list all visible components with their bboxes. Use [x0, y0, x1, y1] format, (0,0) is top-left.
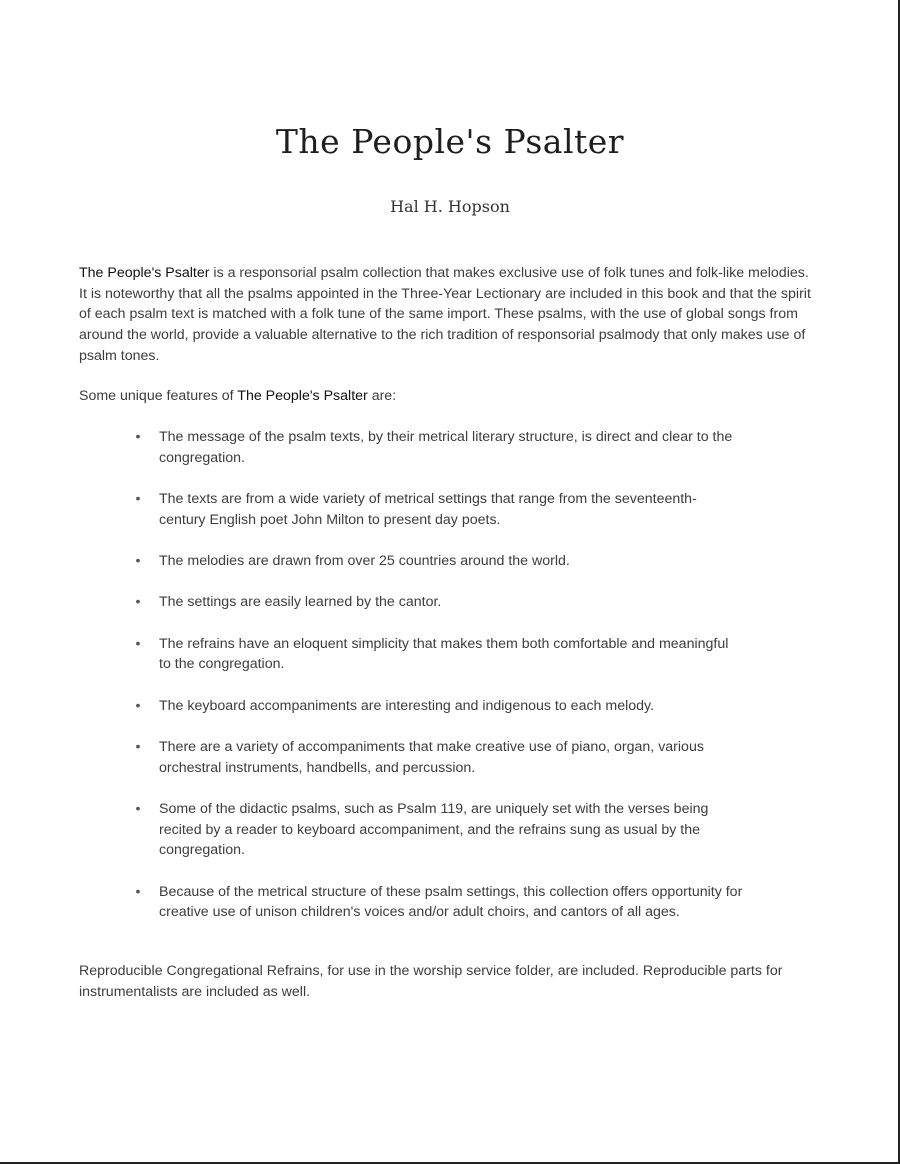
- list-item: [133, 592, 743, 613]
- closing-paragraph: Reproducible Congregational Refrains, for use in the worship service folder, are included. Reproducible parts for instrumentalists are included as well.: [79, 963, 783, 1000]
- list-item: [133, 489, 743, 530]
- list-item: [133, 799, 743, 861]
- list-item: [133, 882, 743, 923]
- feature-text: The message of the psalm texts, by their metrical literary structure, is direct and clear to the congregation.: [159, 429, 733, 466]
- bullet-icon: •: [135, 553, 141, 569]
- author-name: Hal H. Hopson: [390, 197, 510, 216]
- feature-text: Because of the metrical structure of these psalm settings, this collection offers opportunity for creative use of unison children's voices and/or adult choirs, and cantors of all ages.: [159, 883, 743, 921]
- bullet-icon: •: [135, 429, 141, 445]
- features-lead-book-name: The People's Psalter: [237, 388, 368, 404]
- bullet-icon: •: [135, 738, 141, 755]
- feature-text: The melodies are drawn from over 25 countries around the world.: [159, 553, 570, 569]
- feature-text: Some of the didactic psalms, such as Psalm 119, are uniquely set with the verses being recited by a reader to keyboard accompaniment, and the refrains sung as usual by the congregation.: [159, 800, 709, 859]
- bullet-icon: •: [135, 883, 141, 900]
- feature-text: The settings are easily learned by the cantor.: [159, 594, 442, 611]
- feature-text: The texts are from a wide variety of metrical settings that range from the seventeenth-century English poet John Milton to present day poets.: [159, 491, 697, 528]
- feature-text: The refrains have an eloquent simplicity that makes them both comfortable and meaningful to the congregation.: [159, 635, 729, 673]
- features-list: [133, 427, 743, 944]
- features-lead-before: Some unique features of: [79, 388, 238, 404]
- bullet-icon: •: [135, 491, 141, 507]
- intro-book-name: The People's Psalter: [79, 265, 210, 281]
- intro-text: is a responsorial psalm collection that makes exclusive use of folk tunes and folk-like melodies. It is noteworthy that all the psalms appointed in the Three-Year Lectionary are included in this book and that the spirit of each psalm text is matched with a folk tune of the same import. These psalms, with the use of global songs from around the world, provide a valuable alternative to the rich tradition of responsorial psalmody that only makes use of psalm tones.: [79, 265, 811, 364]
- feature-text: The keyboard accompaniments are interesting and indigenous to each melody.: [159, 697, 655, 714]
- list-item: [133, 634, 743, 675]
- intro-paragraph: [79, 263, 819, 367]
- bullet-icon: •: [135, 635, 141, 652]
- list-item: [133, 696, 743, 717]
- list-item: [133, 551, 743, 572]
- features-lead-after: are:: [367, 388, 397, 404]
- features-lead-paragraph: [79, 386, 819, 407]
- bullet-icon: •: [135, 594, 141, 611]
- list-item: [133, 737, 743, 778]
- bullet-icon: •: [135, 800, 141, 817]
- document-title: The People's Psalter: [275, 122, 625, 161]
- list-item: [133, 427, 743, 468]
- bullet-icon: •: [135, 697, 141, 714]
- feature-text: There are a variety of accompaniments that make creative use of piano, organ, various orchestral instruments, handbells, and percussion.: [159, 738, 704, 776]
